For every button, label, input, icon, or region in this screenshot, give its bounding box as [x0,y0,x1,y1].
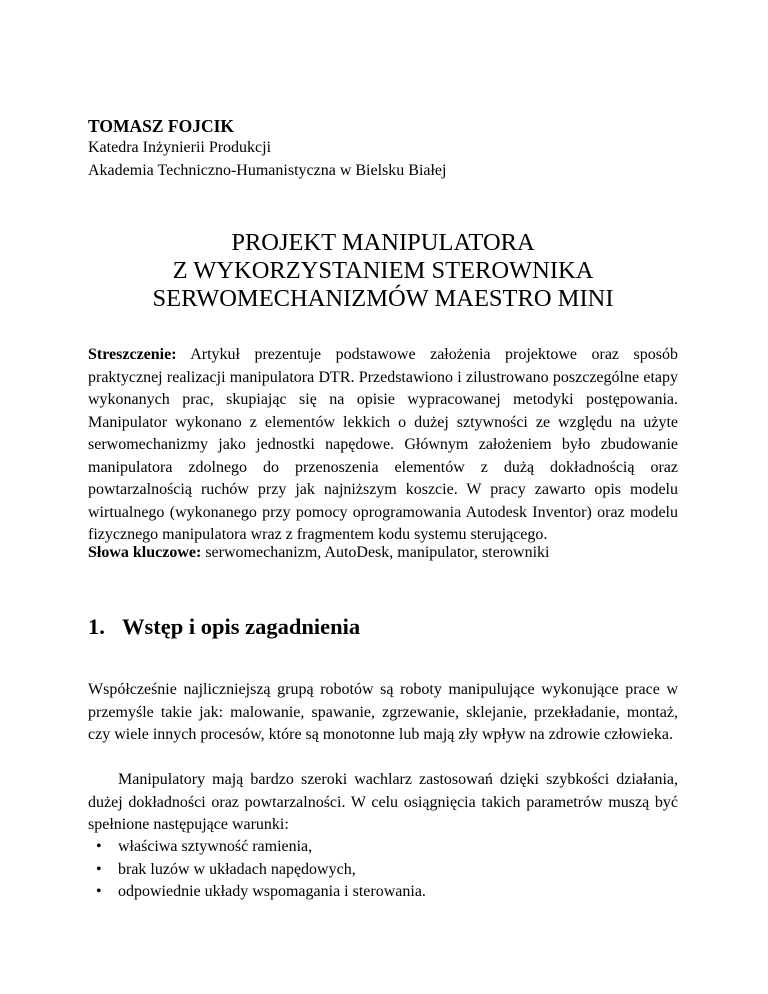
list-item-text: właściwa sztywność ramienia, [118,838,313,855]
bullet-icon: • [96,838,102,855]
affiliation-institution: Akademia Techniczno-Humanistyczna w Bielsku Białej [88,162,447,179]
keywords [88,542,678,564]
title-line-1: PROJEKT MANIPULATORA [231,229,535,256]
bullet-icon: • [96,883,102,900]
bullet-icon: • [96,860,102,878]
paragraph-1: Współcześnie najliczniejszą grupą robotów są roboty manipulujące wykonujące prace w przemyśle takie jak: malowanie, spawanie, zgrzewanie, sklejanie, przekładanie, montaż, czy wiele innych procesów, które są monotonne lub mają zły wpływ na zdrowie człowieka. [88,681,678,743]
paragraph-2: Manipulatory mają bardzo szeroki wachlarz zastosowań dzięki szybkości działania, dużej dokładności oraz powtarzalności. W celu osiągnięcia takich parametrów muszą być spełnione następujące warunki: [88,771,678,833]
list-item-text: odpowiednie układy wspomagania i sterowania. [118,883,426,900]
paper-title [88,229,678,313]
bullet-list [88,836,678,904]
title-line-2: Z WYKORZYSTANIEM STEROWNIKA [172,257,594,284]
list-item [88,859,678,882]
section-heading [88,614,360,640]
abstract-label: Streszczenie: [88,346,177,363]
abstract [88,344,678,547]
list-item [88,881,678,904]
section-title: Wstęp i opis zagadnienia [122,614,361,639]
affiliation-department: Katedra Inżynierii Produkcji [88,139,272,156]
keywords-label: Słowa kluczowe: [88,544,202,561]
list-item-text: brak luzów w układach napędowych, [118,860,356,878]
abstract-text: Artykuł prezentuje podstawowe założenia projektowe oraz sposób praktycznej realizacji manipulatora DTR. Przedstawiono i zilustrowano poszczególne etapy wykonanych prac, skupiając się na opisie wypracowanej metodyki postępowania. Manipulator wykonano z elementów lekkich o dużej sztywności ze względu na użyte serwomechanizmy jako jednostki napędowe. Głównym założeniem było zbudowanie manipulatora zdolnego do przenoszenia elementów z dużą dokładnością oraz powtarzalnością ruchów przy jak najniższym koszcie. W pracy zawarto opis modelu wirtualnego (wykonanego przy pomocy oprogramowania Autodesk Inventor) oraz modelu fizycznego manipulatora wraz z fragmentem kodu systemu sterującego. [88,346,678,543]
title-line-3: SERWOMECHANIZMÓW MAESTRO MINI [152,285,614,312]
section-number: 1. [88,614,105,639]
keywords-text: serwomechanizm, AutoDesk, manipulator, sterowniki [205,544,550,561]
list-item [88,836,678,859]
author-name: TOMASZ FOJCIK [88,116,235,136]
